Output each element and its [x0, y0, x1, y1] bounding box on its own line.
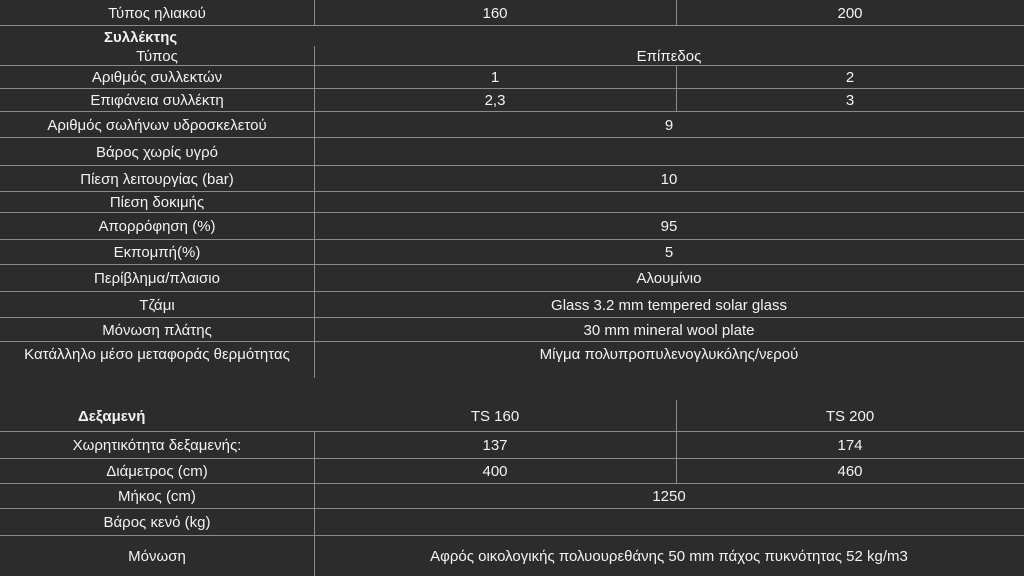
- row-label: Αριθμός σωλήνων υδροσκελετού: [47, 116, 267, 134]
- row-emission: [0, 240, 1024, 265]
- row-value: 10: [660, 170, 678, 188]
- value-ts160: TS 160: [470, 407, 520, 425]
- row-label: Επιφάνεια συλλέκτη: [90, 92, 224, 109]
- value-ts160: 400: [482, 463, 508, 480]
- row-length: [0, 484, 1024, 509]
- row-value: Μίγμα πολυπροπυλενογλυκόλης/νερού: [539, 345, 799, 363]
- row-value: [314, 192, 1024, 213]
- row-kind: [0, 46, 1024, 66]
- value-ts200: 460: [837, 463, 863, 480]
- value-200: 200: [837, 4, 863, 22]
- row-glass: [0, 292, 1024, 318]
- row-back-insulation: [0, 318, 1024, 342]
- row-diameter: [0, 459, 1024, 484]
- row-value: [314, 138, 1024, 166]
- row-label: Αριθμός συλλεκτών: [91, 69, 223, 86]
- value-ts160: 137: [482, 437, 508, 454]
- row-label: Απορρόφηση (%): [98, 218, 216, 235]
- section-title: Συλλέκτης: [104, 28, 178, 46]
- section-tank: [0, 400, 1024, 432]
- row-value: 95: [660, 218, 678, 235]
- row-test-pressure: [0, 192, 1024, 213]
- row-dry-weight: [0, 138, 1024, 166]
- value-ts200: TS 200: [825, 407, 875, 425]
- row-capacity: [0, 432, 1024, 459]
- row-label: Διάμετρος (cm): [106, 463, 208, 480]
- value-160: 160: [482, 4, 508, 22]
- row-value: Επίπεδος: [636, 47, 702, 65]
- row-pressure: [0, 166, 1024, 192]
- row-value: [314, 509, 1024, 536]
- row-label: Βάρος κενό (kg): [103, 514, 211, 531]
- section-title: Δεξαμενή: [78, 407, 146, 425]
- row-collectors: [0, 66, 1024, 89]
- row-surface: [0, 89, 1024, 112]
- value-200: 2: [845, 69, 855, 86]
- row-fluid: [0, 342, 1024, 366]
- row-label: Μήκος (cm): [118, 488, 196, 505]
- row-label: Εκπομπή(%): [113, 244, 201, 261]
- row-value: Αφρός οικολογικής πολυουρεθάνης 50 mm πάχος πυκνότητας 52 kg/m3: [430, 547, 908, 565]
- row-label: Περίβλημα/πλαισιο: [94, 270, 220, 287]
- value-160: 1: [490, 69, 500, 86]
- row-value: Αλουμίνιο: [636, 270, 702, 287]
- row-value: 30 mm mineral wool plate: [583, 321, 755, 339]
- row-absorption: [0, 213, 1024, 240]
- row-label: Τζάμι: [139, 296, 175, 314]
- row-label: Χωρητικότητα δεξαμενής:: [72, 437, 242, 454]
- row-value: Glass 3.2 mm tempered solar glass: [551, 296, 787, 314]
- row-label: Πίεση δοκιμής: [109, 194, 205, 211]
- value-ts200: 174: [837, 437, 863, 454]
- row-label: Μόνωση πλάτης: [102, 321, 212, 339]
- row-label: Κατάλληλο μέσο μεταφοράς θερμότητας: [24, 345, 290, 363]
- row-value: 5: [664, 244, 674, 261]
- row-value: 9: [664, 116, 674, 134]
- row-label: Τύπος: [136, 47, 178, 65]
- row-value: 1250: [652, 488, 686, 505]
- row-solar-type: [0, 0, 1024, 26]
- row-frame: [0, 265, 1024, 292]
- section-collector: [0, 26, 1024, 48]
- value-200: 3: [845, 92, 855, 109]
- row-label: Μόνωση: [128, 547, 186, 565]
- row-label: Πίεση λειτουργίας (bar): [80, 170, 234, 188]
- row-insulation: [0, 536, 1024, 576]
- row-label: Τύπος ηλιακού: [108, 4, 206, 22]
- value-160: 2,3: [484, 92, 506, 109]
- row-empty-weight: [0, 509, 1024, 536]
- row-tubes: [0, 112, 1024, 138]
- row-label: Βάρος χωρίς υγρό: [96, 143, 218, 161]
